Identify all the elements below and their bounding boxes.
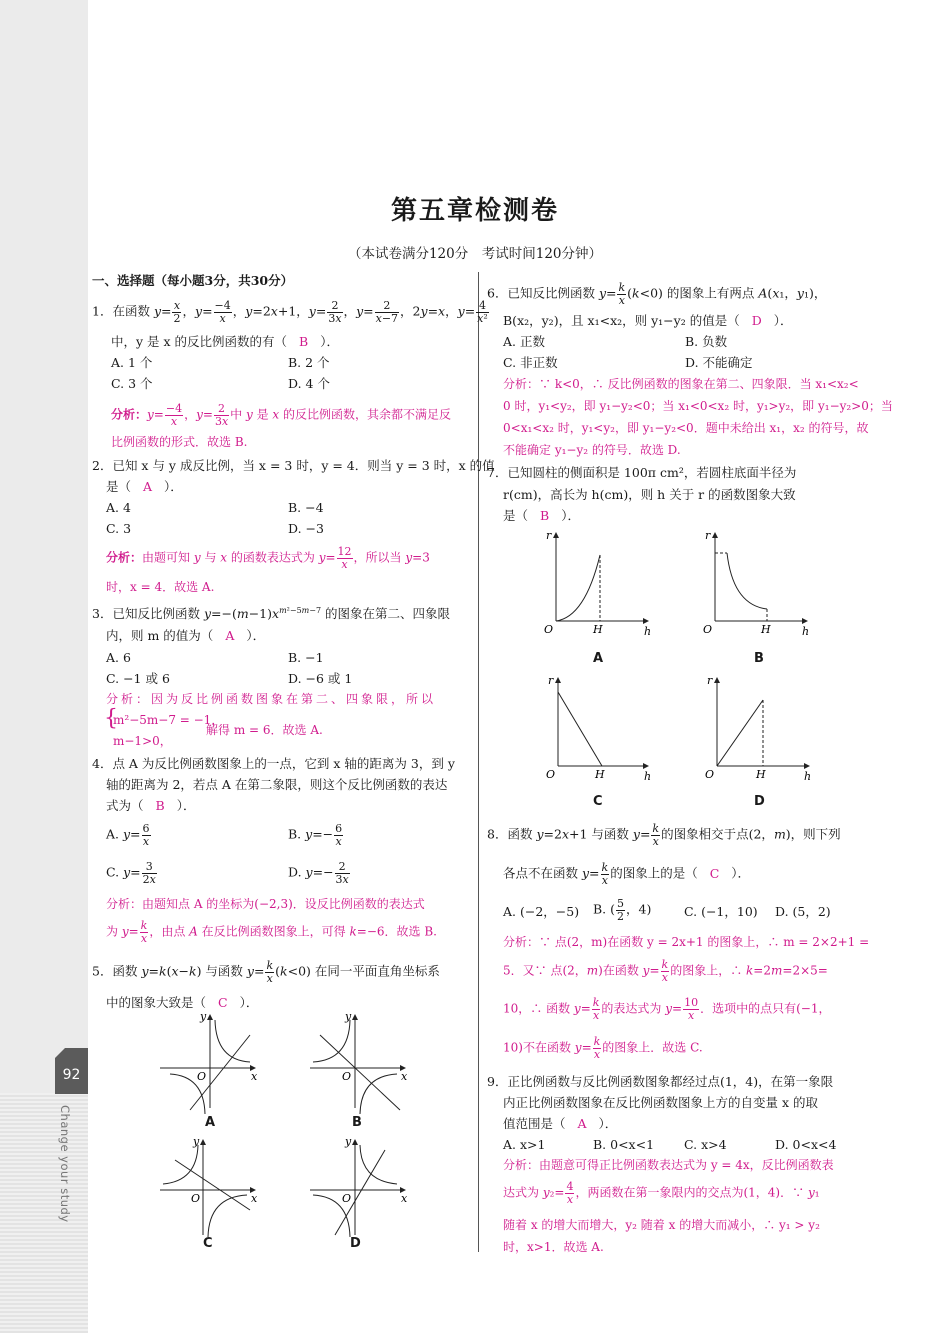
q9-answer: A [577,1116,587,1131]
q6-option-b: B. 负数 [685,334,728,349]
q7-caption-c: C [593,794,603,809]
svg-text:O: O [197,1070,207,1083]
q8-option-b: B. ( $\frac{5}{2}$ ，4) [593,897,652,923]
svg-text:x: x [401,1070,408,1083]
q7-graph-b [703,529,809,638]
q5-answer: C [218,995,228,1010]
q6-stem-2: B(x₂，y₂)，且 x₁<x₂，则 y₁−y₂ 的值是（ D ）． [503,313,793,328]
q1-option-b: B. 2 个 [288,355,330,370]
svg-text:H: H [756,768,766,781]
margin-slogan: Change your study [58,1105,72,1223]
q5-caption-b: B [352,1115,362,1130]
q5-graphs [155,1010,415,1250]
q7-caption-b: B [754,651,764,666]
q4-stem-2: 轴的距离为 2，若点 A 在第二象限，则这个反比例函数的表达 [106,777,448,792]
svg-text:x: x [251,1070,258,1083]
q6-stem: 6．已知反比例函数 y= $\frac{k}{x}$ (k<0) 的图象上有两点 A(x₁，y₁)， [487,281,827,307]
page-number-tab [55,1058,88,1094]
q2-option-d: D. −3 [288,521,324,536]
svg-text:r: r [707,674,713,687]
svg-text:r: r [546,529,552,542]
svg-text:O: O [705,768,715,781]
q7-caption-a: A [593,651,604,666]
q2-option-a: A. 4 [106,500,131,515]
svg-text:O: O [544,623,554,636]
q5-graph-c [160,1135,258,1237]
q1-answer: B [299,334,309,349]
q3-stem-2: 内，则 m 的值为（ A ）． [106,628,266,643]
svg-text:O: O [191,1192,201,1205]
q4-stem: 4．点 A 为反比例函数图象上的一点，它到 x 轴的距离为 3，到 y [92,756,455,771]
svg-text:H: H [761,623,771,636]
q8-answer: C [709,865,720,881]
svg-text:H: H [593,623,603,636]
q5-caption-c: C [203,1236,213,1251]
q6-answer: D [751,313,762,328]
q6-option-d: D. 不能确定 [685,355,753,370]
svg-text:O: O [546,768,556,781]
svg-text:O: O [703,623,713,636]
q8-analysis-2: 5．又∵ 点(2，m)在函数 y= $\frac{k}{x}$ 的图象上，∴ k=2m=2×5= [503,958,828,984]
q3-brace: { [104,706,118,731]
q4-analysis-2: 为 y= $\frac{k}{x}$ ，由点 A 在反比例函数图象上，可得 k=−6．故选 B. [106,919,437,945]
q3-option-b: B. −1 [288,650,324,665]
q8-option-a: A. (−2，−5) [503,904,580,919]
q9-option-b: B. 0<x<1 [593,1137,655,1152]
svg-text:y: y [193,1135,200,1148]
q3-analysis-2: 解得 m = 6．故选 A. [206,723,323,737]
q8-option-d: D. (5，2) [775,904,831,919]
svg-text:O: O [342,1192,352,1205]
q8-option-c: C. (−1，10) [684,904,758,919]
q3-option-a: A. 6 [106,650,131,665]
q9-analysis-2: 达式为 y₂= $\frac{4}{x}$ ，两函数在第一象限内的交点为(1，4)．∵ y₁ [503,1180,820,1206]
svg-text:r: r [548,674,554,687]
q9-analysis-3: 随着 x 的增大而增大，y₂ 随着 x 的增大而减小，∴ y₁ > y₂ [503,1218,820,1232]
svg-text:y: y [345,1135,352,1148]
svg-text:h: h [802,625,810,638]
q6-analysis-3: 0<x₁<x₂ 时，y₁<y₂，即 y₁−y₂<0．题中未给出 x₁，x₂ 的符号，故 [503,421,869,435]
q7-graph-d [705,674,811,783]
q9-option-d: D. 0<x<4 [775,1137,837,1152]
q3-system-2: m−1>0， [113,734,172,748]
q9-analysis-4: 时，x>1．故选 A. [503,1240,604,1254]
q7-stem-3: 是（ B ）． [503,508,580,523]
q8-analysis: 分析：∵ 点(2，m)在函数 y = 2x+1 的图象上，∴ m = 2×2+1 = [503,935,870,949]
q7-graph-c [546,674,651,783]
svg-text:h: h [804,770,812,783]
svg-text:h: h [644,625,652,638]
q8-analysis-4: 10)不在函数 y= $\frac{k}{x}$ 的图象上．故选 C. [503,1035,703,1061]
q3-answer: A [225,628,235,643]
q4-option-c: C. y= $\frac{3}{2x}$ [106,860,156,886]
svg-text:O: O [342,1070,352,1083]
q7-graphs [540,525,830,785]
q5-stem: 5．函数 y=k(x−k) 与函数 y= $\frac{k}{x}$ (k<0) 在同一平面直角坐标系 [92,959,440,985]
q7-stem-2: r(cm)，高长为 h(cm)，则 h 关于 r 的函数图象大致 [503,487,796,502]
q7-stem: 7．已知圆柱的侧面积是 100π cm²，若圆柱底面半径为 [487,465,797,480]
svg-text:r: r [705,529,711,542]
q4-answer: B [155,798,165,813]
svg-text:x: x [251,1192,258,1205]
q9-analysis: 分析：由题意可得正比例函数表达式为 y = 4x，反比例函数表 [503,1158,834,1172]
q2-stem: 2．已知 x 与 y 成反比例，当 x = 3 时，y = 4．则当 y = 3 时，x 的值 [92,458,495,473]
q3-option-c: C. −1 或 6 [106,671,170,686]
q9-stem: 9．正比例函数与反比例函数图象都经过点(1，4)，在第一象限 [487,1074,834,1089]
q2-answer: A [143,479,153,494]
q1-stem: 1．在函数 y= $\frac{x}{2}$ ，y= $\frac{-4}{x}$ ，y=2x+1，y= $\frac{2}{3x}$ ，y= $\frac{2}{x-7}$ ，2y=x，y= $\frac{4}{\text{x²}}$ [92,299,488,325]
q2-stem-2: 是（ A ）． [106,479,183,494]
column-divider [478,272,479,1252]
q4-option-a: A. y= $\frac{6}{x}$ [106,822,150,848]
q5-caption-a: A [205,1115,216,1130]
q3-stem: 3．已知反比例函数 $y=-(m-1)x^{m^2-5m-7}$ 的图象在第二、四象限 [92,606,451,622]
q1-option-c: C. 3 个 [111,376,153,391]
q9-stem-3: 值范围是（ A ）． [503,1116,618,1131]
q3-system-1: m²−5m−7 = −1， [113,713,224,727]
q4-analysis: 分析：由题知点 A 的坐标为(−2,3)．设反比例函数的表达式 [106,897,425,911]
q3-option-d: D. −6 或 1 [288,671,353,686]
q4-option-b: B. y=− $\frac{6}{x}$ [288,822,343,848]
q3-analysis: 分析：因为反比例函数图象在第二、四象限，所以 [106,692,437,706]
q5-graph-d [310,1135,408,1237]
q7-graph-a [544,529,651,638]
q8-stem-2: 各点不在函数 y= $\frac{k}{x}$ 的图象上的是（ C ）． [503,861,751,887]
q6-analysis-4: 不能确定 y₁−y₂ 的符号．故选 D. [503,443,681,457]
q7-caption-d: D [754,794,765,809]
q6-analysis: 分析：∵ k<0，∴ 反比例函数的图象在第二、四象限．当 x₁<x₂< [503,377,859,391]
left-margin-pattern [0,1093,88,1333]
page-title: 第五章检测卷 [390,196,559,226]
svg-text:y: y [345,1010,352,1023]
q6-option-a: A. 正数 [503,334,545,349]
q5-caption-d: D [350,1236,361,1251]
q9-stem-2: 内正比例函数图象在反比例函数图象上方的自变量 x 的取 [503,1095,818,1110]
q5-graph-a [160,1010,258,1114]
q5-stem-2: 中的图象大致是（ C ）． [106,995,259,1010]
q6-analysis-2: 0 时，y₁<y₂，即 y₁−y₂<0；当 x₁<0<x₂ 时，y₁>y₂，即 y₁−y₂>0；当 [503,399,893,413]
q2-option-c: C. 3 [106,521,132,536]
q1-option-d: D. 4 个 [288,376,330,391]
q1-analysis: 分析：y= $\frac{-4}{x}$ ，y= $\frac{2}{3x}$ 中 y 是 x 的反比例函数，其余都不满足反 [111,402,452,428]
svg-text:x: x [401,1192,408,1205]
q1-analysis-2: 比例函数的形式．故选 B. [111,435,248,449]
svg-text:y: y [200,1010,207,1023]
q4-option-d: D. y=− $\frac{2}{3x}$ [288,860,349,886]
q4-stem-3: 式为（ B ）． [106,798,196,813]
page-subtitle: （本试卷满分120分 考试时间120分钟） [347,246,603,262]
q1-stem-2: 中，y 是 x 的反比例函数的有（ B ）． [111,334,339,349]
section-header: 一、选择题（每小题3分，共30分） [92,273,294,288]
svg-text:H: H [595,768,605,781]
q2-analysis-2: 时，x = 4．故选 A. [106,580,215,594]
q6-option-c: C. 非正数 [503,355,558,370]
q2-option-b: B. −4 [288,500,324,515]
page-number: 92 [62,1067,81,1083]
q8-stem: 8．函数 y=2x+1 与函数 y= $\frac{k}{x}$ 的图象相交于点(2，m)，则下列 [487,822,841,848]
svg-text:h: h [644,770,652,783]
q5-graph-b [310,1010,408,1114]
q1-option-a: A. 1 个 [111,355,153,370]
q9-option-c: C. x>4 [684,1137,727,1152]
q8-analysis-3: 10，∴ 函数 y= $\frac{k}{x}$ 的表达式为 y= $\frac{10}{x}$ ．选项中的点只有(−1， [503,996,831,1022]
q7-answer: B [540,508,550,523]
q2-analysis: 分析：由题可知 y 与 x 的函数表达式为 y= $\frac{12}{x}$ ，所以当 y=3 [106,545,430,571]
q9-option-a: A. x>1 [503,1137,546,1152]
